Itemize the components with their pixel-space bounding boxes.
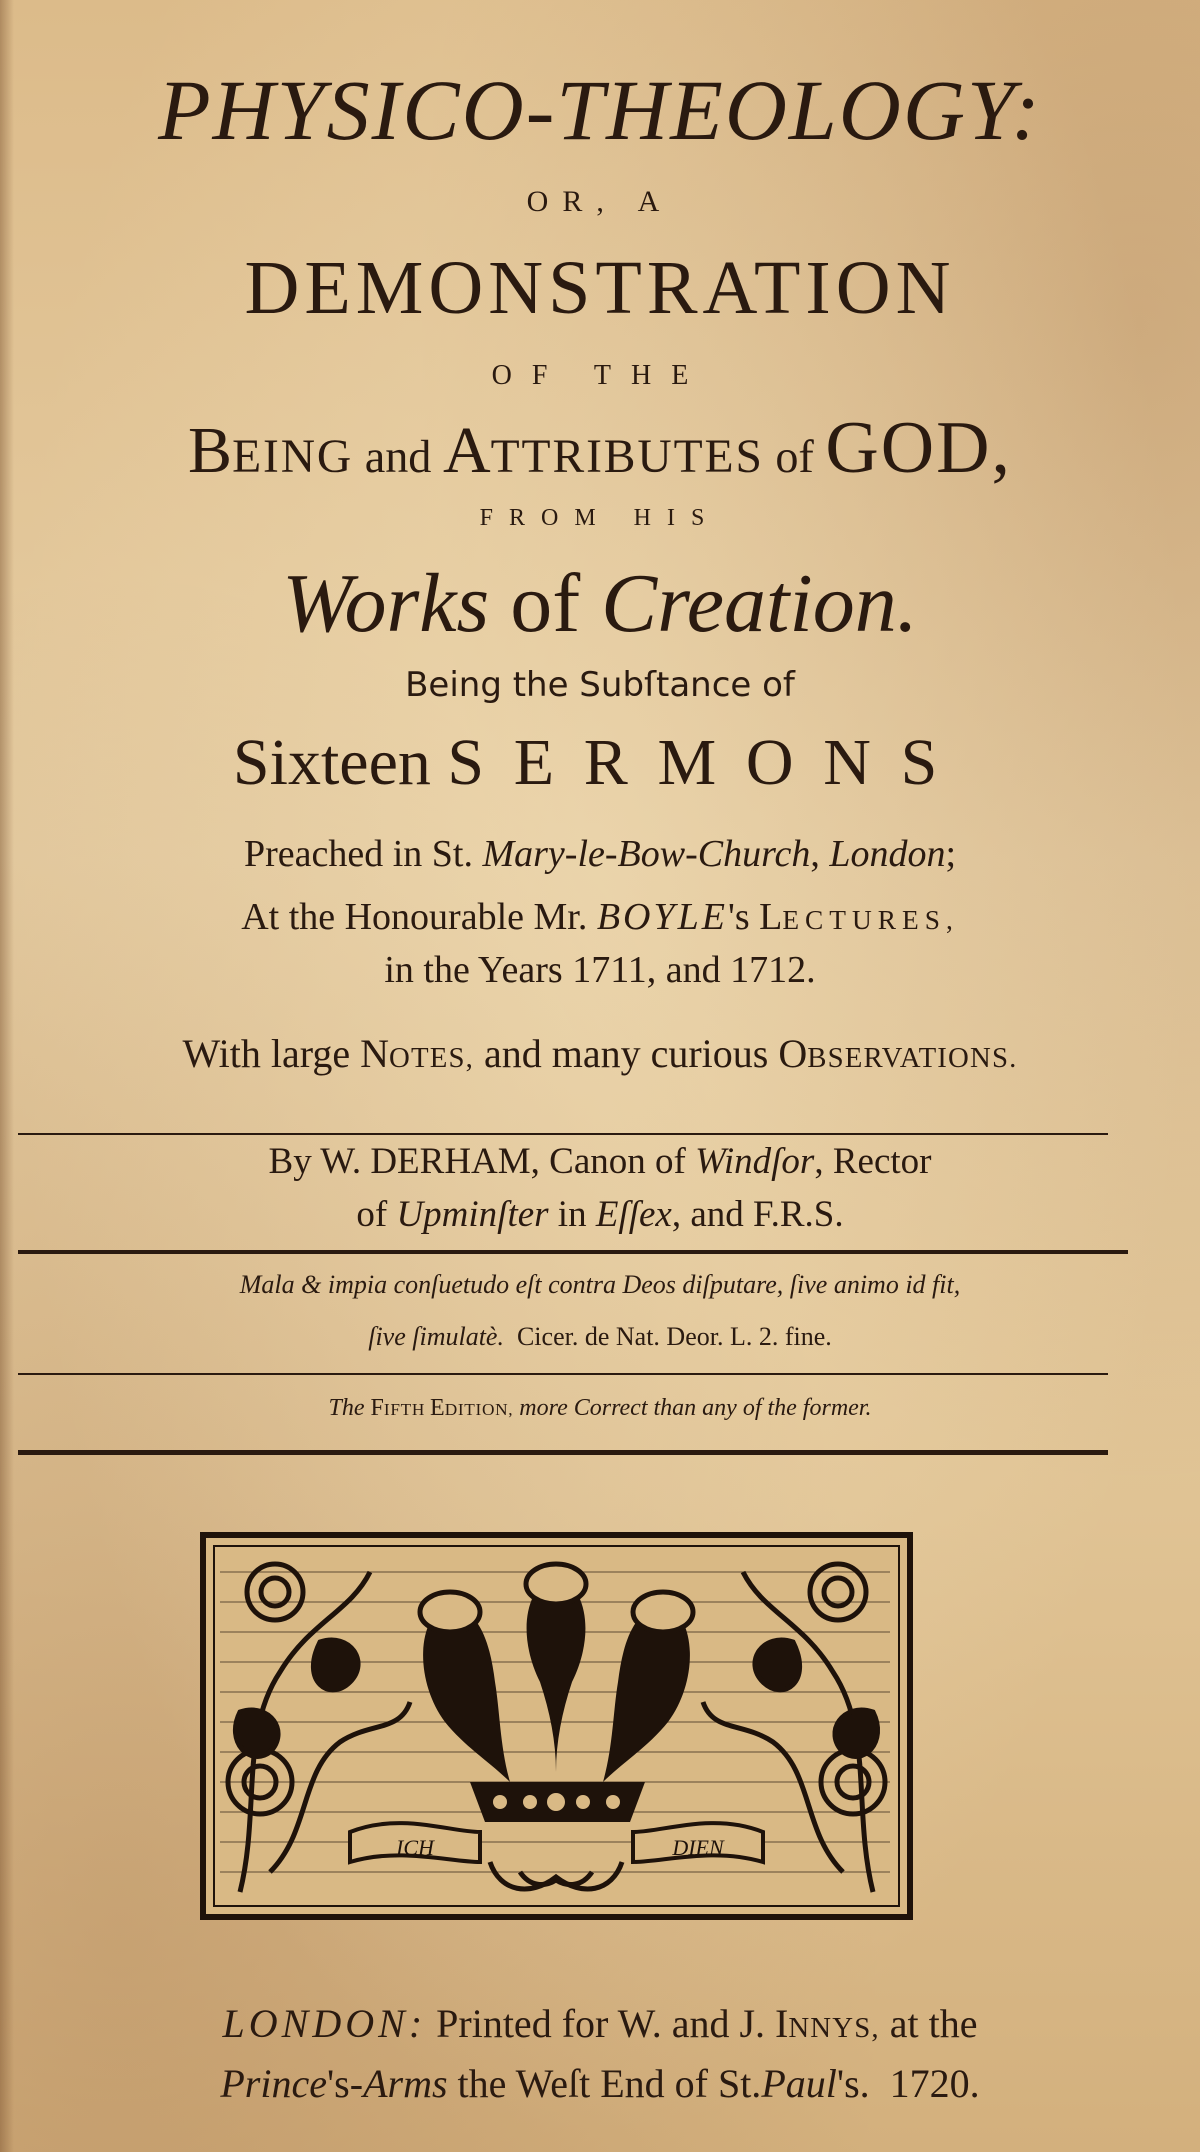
- honourable-line: [0, 895, 1200, 939]
- sixteen-word: Sixteen: [232, 726, 448, 799]
- innys-rest: NNYS,: [788, 2012, 880, 2044]
- with-text: With large: [182, 1031, 361, 1076]
- frs-text: , and F.R.S.: [671, 1194, 844, 1235]
- creation-word: Creation.: [601, 557, 918, 650]
- prince-word: Prince: [220, 2061, 327, 2106]
- being-attributes-line: [0, 405, 1200, 490]
- edition-the: The: [328, 1395, 371, 1421]
- possessive-2: 's.: [836, 2061, 870, 2106]
- upminster-word: Upminſter: [396, 1194, 549, 1235]
- being-initial: B: [188, 414, 233, 487]
- subtitle-of-the: OF THE: [491, 360, 709, 391]
- sixteen-sermons-line: [0, 725, 1200, 801]
- possessive: 's-: [326, 2061, 364, 2106]
- attributes-initial: A: [442, 414, 491, 487]
- of-word: of: [763, 431, 826, 482]
- in-text: in: [548, 1194, 596, 1235]
- of-text: of: [356, 1194, 397, 1235]
- subtitle-demonstration: DEMONSTRATION: [244, 246, 956, 330]
- imprint-london: LONDON:: [222, 2001, 427, 2046]
- london-word: London: [829, 833, 946, 875]
- substance-line: Being the Subſtance of: [405, 665, 795, 705]
- imprint-line-1: [0, 2000, 1200, 2047]
- comma: ,: [810, 833, 830, 875]
- divider-rule: [18, 1450, 1108, 1455]
- upminster-line: [0, 1193, 1200, 1236]
- observations-initial: O: [778, 1031, 808, 1076]
- subtitle-or-a: OR, A: [526, 185, 674, 218]
- ich-word: ICH: [396, 1835, 434, 1860]
- pauls-word: Paul: [761, 2061, 837, 2106]
- notes-line: [0, 1030, 1200, 1077]
- innys-initial: I: [775, 2001, 789, 2046]
- imprint-line-2: [0, 2060, 1200, 2107]
- being-rest: EING: [232, 431, 354, 483]
- of-word: of: [489, 557, 602, 650]
- and-word: and: [353, 431, 443, 482]
- attributes-rest: TTRIBUTES: [490, 431, 764, 483]
- preached-text: Preached in St.: [243, 833, 483, 875]
- works-word: Works: [282, 557, 490, 650]
- from-his-line: FROM HIS: [479, 505, 721, 531]
- lectures-initial: L: [759, 896, 783, 938]
- coronet: [470, 1782, 645, 1822]
- dien-word: DIEN: [672, 1835, 724, 1860]
- and-text: and many curious: [473, 1031, 779, 1076]
- boyle-name: BOYLE: [596, 896, 728, 938]
- edition-rest: DITION,: [444, 1400, 514, 1419]
- observations-rest: BSERVATIONS.: [807, 1042, 1018, 1074]
- edition-more-correct: more Correct than any of the former.: [513, 1395, 872, 1421]
- motto-continuation: ſive ſimulatè.: [368, 1322, 504, 1351]
- years-line: in the Years 1711, and 1712.: [384, 949, 816, 991]
- rector-text: , Rector: [814, 1141, 932, 1182]
- edition-line: [0, 1395, 1200, 1422]
- divider-rule: [18, 1373, 1108, 1375]
- prince-of-wales-feathers-woodcut: [200, 1532, 913, 1920]
- author-line: [0, 1140, 1200, 1183]
- fifth-rest: IFTH: [383, 1400, 431, 1419]
- motto-citation: Cicer. de Nat. Deor. L. 2. fine.: [516, 1322, 832, 1351]
- notes-rest: OTES,: [389, 1042, 474, 1074]
- works-of-creation-line: [0, 555, 1200, 652]
- semicolon: ;: [945, 833, 957, 875]
- church-name: Mary-le-Bow-Church: [482, 833, 811, 875]
- at-the-text: at the: [879, 2001, 978, 2046]
- book-title: PHYSICO-THEOLOGY:: [158, 62, 1042, 158]
- possessive: 's: [727, 896, 760, 938]
- divider-rule: [18, 1133, 1108, 1135]
- fifth-initial: F: [370, 1395, 384, 1421]
- god-word: GOD,: [825, 406, 1012, 488]
- imprint-year: 1720.: [889, 2061, 980, 2106]
- essex-word: Eſſex: [595, 1194, 672, 1235]
- west-end-text: the Weſt End of St.: [447, 2061, 762, 2106]
- divider-rule: [18, 1250, 1128, 1254]
- honourable-text: At the Honourable Mr.: [241, 896, 597, 938]
- lectures-rest: ECTURES,: [782, 905, 959, 935]
- edition-initial: E: [430, 1395, 445, 1421]
- notes-initial: N: [360, 1031, 390, 1076]
- printed-for-text: Printed for W. and J.: [426, 2001, 776, 2046]
- latin-motto-line-1: Mala & impia conſuetudo eſt contra Deos diſputare, ſive animo id fit,: [239, 1270, 961, 1299]
- sermons-word: SERMONS: [447, 726, 968, 799]
- windsor-word: Windſor: [695, 1141, 815, 1182]
- preached-line: [0, 832, 1200, 876]
- author-text: By W. DERHAM, Canon of: [268, 1141, 696, 1182]
- latin-motto-line-2: [0, 1322, 1200, 1352]
- arms-word: Arms: [363, 2061, 448, 2106]
